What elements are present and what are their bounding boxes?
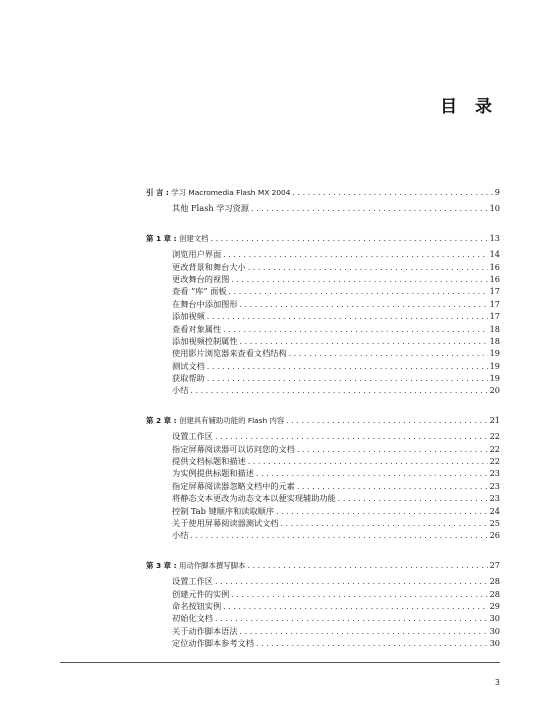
section-prefix: 引 言 :: [146, 188, 169, 197]
dot-leader: [297, 481, 488, 492]
toc-entry[interactable]: [146, 625, 500, 637]
entry-title: 创建元件的实例: [172, 588, 230, 599]
entry-page-number: 25: [489, 517, 500, 528]
entry-page-number: 23: [489, 493, 500, 504]
entry-page-number: 30: [489, 613, 500, 624]
section-page-number: 9: [494, 187, 500, 197]
toc-entry[interactable]: [146, 335, 500, 347]
dot-leader: [190, 385, 487, 396]
toc-entry[interactable]: [146, 480, 500, 492]
entry-title: 其他 Flash 学习资源: [172, 203, 249, 214]
dot-leader: [207, 373, 488, 384]
dot-leader: [215, 576, 488, 587]
entry-page-number: 20: [489, 385, 500, 396]
dot-leader: [247, 560, 487, 571]
entry-page-number: 18: [489, 335, 500, 346]
entry-title: 更改舞台的视图: [172, 273, 230, 284]
entry-title: 查看对象属性: [172, 323, 222, 334]
dot-leader: [276, 506, 488, 517]
entry-title: 小结: [172, 385, 189, 396]
entry-page-number: 23: [489, 480, 500, 491]
entry-title: 添加视频控制属性: [172, 335, 238, 346]
entry-page-number: 10: [489, 203, 500, 214]
entry-title: 在舞台中添加图形: [172, 298, 238, 309]
toc-section-heading[interactable]: [146, 232, 500, 244]
entry-page-number: 22: [489, 456, 500, 467]
entry-page-number: 30: [489, 625, 500, 636]
entry-page-number: 19: [489, 360, 500, 371]
entry-title: 控制 Tab 键顺序和读取顺序: [172, 505, 275, 516]
section-spacer: [146, 215, 500, 232]
entry-page-number: 17: [489, 298, 500, 309]
section-page-number: 27: [489, 559, 500, 570]
entry-title: 初始化文档: [172, 613, 213, 624]
entry-page-number: 19: [489, 348, 500, 359]
section-prefix: 第 2 章 :: [146, 415, 177, 425]
toc-entry[interactable]: [146, 248, 500, 260]
section-title: [146, 415, 284, 426]
entry-page-number: 16: [489, 273, 500, 284]
entry-page-number: 17: [489, 286, 500, 297]
toc-entry[interactable]: [146, 588, 500, 600]
entry-title: 提供文档标题和描述: [172, 456, 246, 467]
dot-leader: [231, 589, 487, 600]
toc-entry[interactable]: [146, 430, 500, 442]
entry-title: 测试文档: [172, 360, 205, 371]
toc-entry[interactable]: [146, 575, 500, 587]
dot-leader: [240, 299, 488, 310]
toc-entry[interactable]: [146, 347, 500, 359]
entry-title: 将静态文本更改为动态文本以便实现辅助功能: [172, 493, 336, 504]
dot-leader: [215, 613, 488, 624]
section-prefix: 第 3 章 :: [146, 560, 177, 570]
dot-leader: [190, 530, 487, 541]
dot-leader: [286, 415, 487, 426]
entry-title: 设置工作区: [172, 431, 213, 442]
entry-title: 定位动作脚本参考文档: [172, 638, 254, 649]
dot-leader: [256, 468, 488, 479]
entry-title: 指定屏幕阅读器可以访问您的文档: [172, 443, 295, 454]
entry-page-number: 22: [489, 443, 500, 454]
dot-leader: [338, 493, 488, 504]
section-spacer: [146, 542, 500, 559]
section-title: [146, 560, 245, 571]
toc-entry[interactable]: [146, 600, 500, 612]
dot-leader: [231, 274, 487, 285]
entry-title: 命名按钮实例: [172, 600, 222, 611]
dot-leader: [251, 203, 488, 214]
dot-leader: [240, 626, 488, 637]
toc-entry[interactable]: [146, 310, 500, 322]
dot-leader: [280, 518, 487, 529]
entry-page-number: 23: [489, 468, 500, 479]
toc-section-heading[interactable]: [146, 414, 500, 426]
toc-section-heading[interactable]: [146, 186, 500, 198]
dot-leader: [215, 431, 488, 442]
section-page-number: 13: [489, 232, 500, 243]
entry-page-number: 22: [489, 431, 500, 442]
section-prefix: 第 1 章 :: [146, 233, 177, 243]
toc-entry[interactable]: [146, 467, 500, 479]
toc-entry[interactable]: [146, 384, 500, 396]
entry-page-number: 26: [489, 530, 500, 541]
entry-page-number: 19: [489, 373, 500, 384]
dot-leader: [207, 361, 488, 372]
section-page-number: 21: [489, 414, 500, 425]
dot-leader: [248, 456, 488, 467]
entry-page-number: 24: [489, 505, 500, 516]
toc-section-heading[interactable]: [146, 559, 500, 571]
entry-page-number: 29: [489, 600, 500, 611]
dot-leader: [223, 249, 487, 260]
dot-leader: [289, 348, 488, 359]
entry-title: 浏览用户界面: [172, 249, 222, 260]
dot-leader: [292, 187, 492, 198]
entry-title: 设置工作区: [172, 576, 213, 587]
toc-entry[interactable]: [146, 637, 500, 649]
toc-entry[interactable]: [146, 298, 500, 310]
toc-entry[interactable]: [146, 492, 500, 504]
entry-title: 查看 “库” 面板: [172, 286, 227, 297]
dot-leader: [297, 444, 488, 455]
dot-leader: [223, 601, 487, 612]
toc-entry[interactable]: [146, 202, 500, 214]
toc-entry[interactable]: [146, 285, 500, 297]
toc-entry[interactable]: [146, 505, 500, 517]
toc-entry[interactable]: [146, 323, 500, 335]
section-name: 用动作脚本撰写脚本: [176, 560, 246, 570]
dot-leader: [248, 262, 488, 273]
entry-page-number: 28: [489, 588, 500, 599]
toc-entry[interactable]: [146, 443, 500, 455]
section-spacer: [146, 397, 500, 414]
section-title: [146, 187, 290, 198]
entry-title: 更改背景和舞台大小: [172, 261, 246, 272]
page-title: 目 录: [440, 97, 498, 117]
toc-entry[interactable]: [146, 372, 500, 384]
entry-title: 关于使用屏幕阅读器测试文档: [172, 517, 279, 528]
entry-title: 为实例提供标题和描述: [172, 468, 254, 479]
entry-page-number: 16: [489, 261, 500, 272]
dot-leader: [223, 324, 487, 335]
entry-page-number: 14: [489, 249, 500, 260]
toc-entry[interactable]: [146, 360, 500, 372]
toc-entry[interactable]: [146, 529, 500, 541]
toc-entry[interactable]: [146, 517, 500, 529]
dot-leader: [256, 638, 488, 649]
section-name: 创建文档: [176, 233, 209, 243]
section-name: 学习 Macromedia Flash MX 2004: [168, 188, 291, 197]
entry-title: 获取帮助: [172, 373, 205, 384]
entry-title: 添加视频: [172, 311, 205, 322]
entry-title: 指定屏幕阅读器忽略文档中的元素: [172, 480, 295, 491]
dot-leader: [240, 336, 488, 347]
entry-page-number: 30: [489, 638, 500, 649]
entry-page-number: 28: [489, 576, 500, 587]
toc-entry[interactable]: [146, 261, 500, 273]
dot-leader: [229, 286, 488, 297]
section-name: 创建具有辅助功能的 Flash 内容: [176, 415, 285, 425]
footer-divider: [60, 662, 500, 663]
dot-leader: [211, 233, 488, 244]
table-of-contents: [146, 186, 500, 650]
toc-entry[interactable]: [146, 455, 500, 467]
entry-title: 关于动作脚本语法: [172, 625, 238, 636]
entry-page-number: 17: [489, 311, 500, 322]
section-title: [146, 233, 209, 244]
entry-title: 使用影片浏览器来查看文档结构: [172, 348, 287, 359]
entry-page-number: 18: [489, 323, 500, 334]
entry-title: 小结: [172, 530, 189, 541]
dot-leader: [207, 311, 488, 322]
toc-entry[interactable]: [146, 612, 500, 624]
toc-entry[interactable]: [146, 273, 500, 285]
page-number: 3: [494, 678, 500, 687]
